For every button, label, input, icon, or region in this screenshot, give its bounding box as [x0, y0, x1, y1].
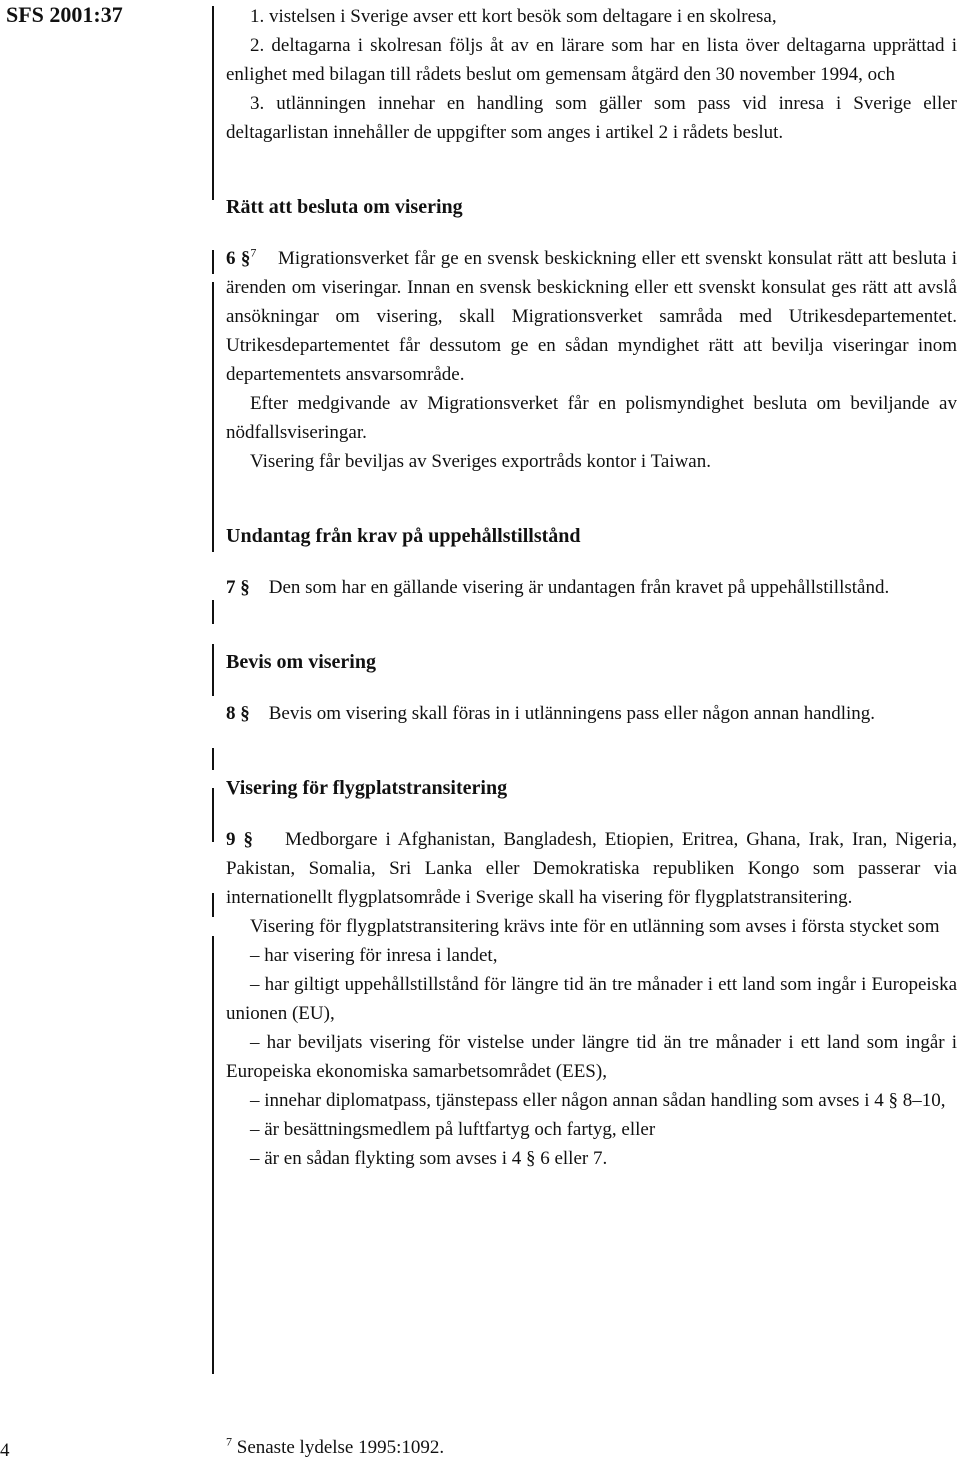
list-item-1: 1. vistelsen i Sverige avser ett kort besök som deltagare i en skolresa, — [250, 6, 777, 27]
change-bar — [212, 6, 214, 200]
section-heading-9: Visering för flygplatstransitering — [226, 777, 508, 799]
section-heading-7: Undantag från krav på uppehållstillstånd — [226, 525, 581, 547]
section-6-para-1 — [226, 244, 957, 389]
change-bar — [212, 644, 214, 696]
section-6-text: Migrationsverket får ge en svensk beskickning eller ett svenskt konsulat rätt att besluta i ärenden om viseringar. Innan en svensk beskickning eller ett svenskt konsulat ges rätt att avslå ansökningar om visering, skall Migrationsverket samråda med Utrikesdepartementet. Utrikesdepartementet får dessutom ge en sådan myndighet rätt att bevilja viseringar inom departementets ansvarsområde. — [226, 248, 958, 385]
change-bar — [212, 250, 214, 274]
page-number: 4 — [0, 1440, 10, 1461]
change-bar — [212, 748, 214, 770]
section-9-para-2: Visering för flygplatstransitering krävs inte för en utlänning som avses i första stycket som — [250, 916, 940, 937]
section-6-para-3: Visering får beviljas av Sveriges exportråds kontor i Taiwan. — [250, 451, 711, 472]
section-7-text: Den som har en gällande visering är undantagen från kravet på uppehållstillstånd. — [268, 577, 890, 598]
section-heading-8: Bevis om visering — [226, 651, 376, 673]
list-item: – innehar diplomatpass, tjänstepass eller någon annan sådan handling som avses i 4 § 8–10, — [250, 1090, 946, 1111]
footnote — [226, 1434, 445, 1459]
section-7-para-1 — [226, 573, 957, 602]
change-bar — [212, 936, 214, 1374]
document-body — [226, 2, 957, 1173]
change-bar — [212, 893, 214, 917]
list-item: – har visering för inresa i landet, — [250, 945, 498, 966]
section-heading-6: Rätt att besluta om visering — [226, 196, 463, 218]
footnote-text: Senaste lydelse 1995:1092. — [236, 1437, 445, 1458]
section-number: 7 § — [226, 577, 250, 598]
list-item: – är besättningsmedlem på luftfartyg och fartyg, eller — [250, 1119, 656, 1140]
list-item-3: 3. utlänningen innehar en handling som gäller som pass vid inresa i Sverige eller deltagarlistan innehåller de uppgifter som anges i artikel 2 i rådets beslut. — [226, 93, 957, 143]
footnote-ref: 7 — [250, 245, 257, 260]
section-8-para-1 — [226, 699, 957, 728]
section-9-text: Medborgare i Afghanistan, Bangladesh, Etiopien, Eritrea, Ghana, Irak, Iran, Nigeria, Pakistan, Somalia, Sri Lanka eller Demokratiska republiken Kongo som passerar via internationellt flygplatsområde i Sverige skall ha visering för flygplatstransitering. — [226, 829, 958, 908]
list-item: – har beviljats visering för vistelse under längre tid än tre månader i ett land som ingår i Europeiska ekonomiska samarbetsområdet (EES), — [226, 1032, 957, 1082]
sfs-number: SFS 2001:37 — [6, 2, 123, 27]
section-9-para-1 — [226, 825, 957, 912]
list-item-2: 2. deltagarna i skolresan följs åt av en lärare som har en lista över deltagarna upprättad i enlighet med bilagan till rådets beslut om gemensam åtgärd den 30 november 1994, och — [226, 35, 957, 85]
change-bar — [212, 600, 214, 624]
change-bar — [212, 788, 214, 842]
section-number: 8 § — [226, 703, 250, 724]
footnote-number: 7 — [226, 1434, 232, 1449]
section-8-text: Bevis om visering skall föras in i utlänningens pass eller någon annan handling. — [268, 703, 876, 724]
list-item: – är en sådan flykting som avses i 4 § 6 eller 7. — [250, 1148, 608, 1169]
change-bar — [212, 282, 214, 552]
section-number: 9 § — [226, 829, 253, 850]
section-6-para-2: Efter medgivande av Migrationsverket får en polismyndighet besluta om beviljande av nödfallsviseringar. — [226, 393, 957, 443]
section-number: 6 § — [226, 248, 251, 269]
list-item: – har giltigt uppehållstillstånd för längre tid än tre månader i ett land som ingår i Europeiska unionen (EU), — [226, 974, 957, 1024]
